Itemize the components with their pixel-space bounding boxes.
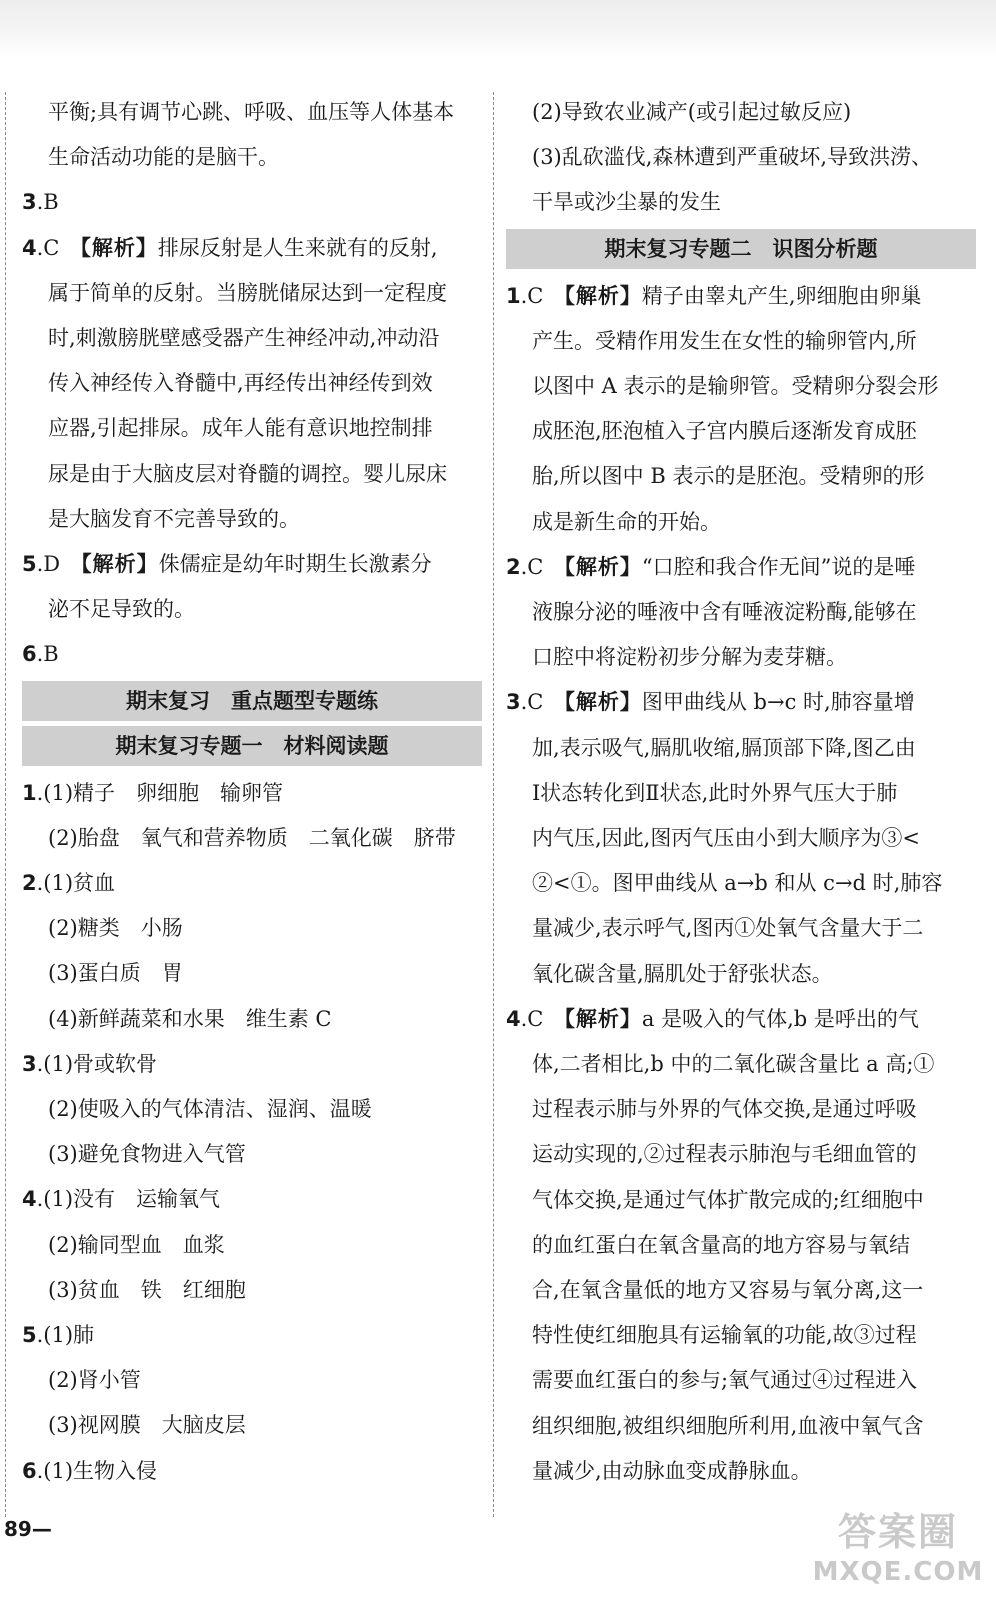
- answer-item: [22, 226, 482, 271]
- answer-item: [22, 180, 482, 225]
- answer-item: [506, 680, 976, 725]
- item-number: 4: [22, 1187, 37, 1212]
- text-line: 是大脑发育不完善导致的。: [48, 506, 300, 531]
- text-line: (2)使吸入的气体清洁、湿润、温暖: [48, 1097, 372, 1122]
- text-line: 平衡;具有调节心跳、呼吸、血压等人体基本: [48, 100, 455, 124]
- text-line: 以图中 A 表示的是输卵管。受精卵分裂会形: [532, 374, 939, 399]
- text-line: 成胚泡,胚泡植入子宫内膜后逐渐发育成胚: [532, 419, 917, 444]
- text-line: 量减少,表示呼气,图丙①处氧气含量大于二: [532, 916, 924, 941]
- text-line: 运动实现的,②过程表示肺泡与毛细血管的: [532, 1142, 917, 1167]
- text-line: 传入神经传入脊髓中,再经传出神经传到效: [48, 371, 433, 396]
- text-line: (2)肾小管: [48, 1368, 141, 1393]
- analysis-tag: 【解析】: [553, 1006, 642, 1031]
- text-line: 组织细胞,被组织细胞所利用,血液中氧气含: [532, 1413, 924, 1438]
- answer-item: [22, 1313, 482, 1358]
- item-number: 4: [506, 1006, 521, 1031]
- text-line: ②<①。图甲曲线从 a→b 和从 c→d 时,肺容: [532, 871, 943, 896]
- item-number: 3: [506, 690, 521, 715]
- text-line: 胎,所以图中 B 表示的是胚泡。受精卵的形: [532, 464, 925, 489]
- analysis-text: 侏儒症是幼年时期生长激素分: [158, 552, 432, 577]
- text-line: 合,在氧含量低的地方又容易与氧分离,这一: [532, 1278, 924, 1303]
- analysis-text: 图甲曲线从 b→c 时,肺容量增: [641, 690, 915, 715]
- watermark-bottom: MXQE.COM: [812, 1557, 984, 1587]
- text-line: 口腔中将淀粉初步分解为麦芽糖。: [532, 645, 847, 670]
- text-line: Ⅰ状态转化到Ⅱ状态,此时外界气压大于肺: [532, 780, 898, 805]
- answer-item: [22, 1449, 482, 1494]
- analysis-tag: 【解析】: [553, 283, 642, 308]
- scan-top-shadow: [0, 0, 996, 58]
- text-line: 产生。受精作用发生在女性的输卵管内,所: [532, 328, 917, 353]
- analysis-tag: 【解析】: [553, 690, 642, 715]
- text-line: 干旱或沙尘暴的发生: [532, 190, 721, 215]
- watermark-top: 答案圈: [837, 1510, 958, 1554]
- text-line: 液腺分泌的唾液中含有唾液淀粉酶,能够在: [532, 600, 917, 625]
- text-line: 加,表示吸气,膈肌收缩,膈顶部下降,图乙由: [532, 735, 916, 760]
- answer-item: [22, 1042, 482, 1087]
- answer-item: [22, 861, 482, 906]
- text-line: (3)避免食物进入气管: [48, 1142, 246, 1167]
- text-line: (2)糖类 小肠: [48, 916, 183, 941]
- text-line: (3)蛋白质 胃: [48, 961, 183, 986]
- answer-item: [506, 997, 976, 1042]
- text-line: (3)贫血 铁 红细胞: [48, 1277, 246, 1302]
- column-divider: [493, 92, 494, 1517]
- text-line: 属于简单的反射。当膀胱储尿达到一定程度: [48, 280, 447, 305]
- text-line: 应器,引起排尿。成年人能有意识地控制排: [48, 416, 433, 441]
- text-line: (2)胎盘 氧气和营养物质 二氧化碳 脐带: [48, 825, 456, 850]
- text-line: 泌不足导致的。: [48, 597, 195, 622]
- text-line: 过程表示肺与外界的气体交换,是通过呼吸: [532, 1097, 917, 1122]
- item-answer: .(1)生物入侵: [36, 1458, 158, 1483]
- item-number: 1: [506, 283, 521, 308]
- item-answer: .(1)没有 运输氧气: [36, 1187, 221, 1212]
- analysis-text: 精子由睾丸产生,卵细胞由卵巢: [641, 283, 922, 308]
- answer-item: [22, 632, 482, 677]
- text-line: 尿是由于大脑皮层对脊髓的调控。婴儿尿床: [48, 461, 447, 486]
- analysis-text: 排尿反射是人生来就有的反射,: [157, 235, 438, 260]
- answer-item: [22, 542, 482, 587]
- page-number: 89—: [4, 1517, 52, 1541]
- text-line: 特性使红细胞具有运输氧的功能,故③过程: [532, 1323, 917, 1348]
- item-answer: .(1)肺: [36, 1323, 95, 1348]
- item-number: 5: [22, 1323, 37, 1348]
- item-answer: .D: [36, 552, 61, 577]
- item-answer: .B: [36, 642, 59, 667]
- answer-item: [506, 274, 976, 319]
- text-line: (3)视网膜 大脑皮层: [48, 1413, 246, 1438]
- text-line: 的血红蛋白在氧含量高的地方容易与氧结: [532, 1232, 910, 1257]
- item-number: 4: [22, 235, 37, 260]
- right-column: [506, 90, 976, 1494]
- section-heading: 期末复习专题二 识图分析题: [506, 229, 976, 269]
- text-line: (4)新鲜蔬菜和水果 维生素 C: [48, 1006, 332, 1031]
- item-number: 3: [22, 1051, 37, 1076]
- text-line: 气体交换,是通过气体扩散完成的;红细胞中: [532, 1187, 924, 1212]
- text-line: 内气压,因此,图丙气压由小到大顺序为③<: [532, 826, 920, 851]
- item-answer: .C: [36, 235, 60, 260]
- item-answer: .C: [520, 283, 544, 308]
- analysis-tag: 【解析】: [70, 552, 159, 577]
- item-number: 5: [22, 552, 37, 577]
- item-answer: .(1)精子 卵细胞 输卵管: [36, 780, 284, 805]
- section-heading: 期末复习 重点题型专题练: [22, 681, 482, 721]
- answer-item: [22, 771, 482, 816]
- left-margin-rule: [5, 92, 6, 1517]
- answer-item: [22, 1177, 482, 1222]
- section-heading: 期末复习专题一 材料阅读题: [22, 726, 482, 766]
- analysis-tag: 【解析】: [553, 554, 642, 579]
- item-number: 6: [22, 1458, 37, 1483]
- analysis-tag: 【解析】: [69, 235, 158, 260]
- item-answer: .C: [520, 554, 544, 579]
- text-line: (3)乱砍滥伐,森林遭到严重破坏,导致洪涝、: [532, 145, 933, 170]
- item-answer: .C: [520, 1006, 544, 1031]
- item-answer: .(1)骨或软骨: [36, 1051, 158, 1076]
- text-line: 生命活动功能的是脑干。: [48, 145, 279, 170]
- text-line: 时,刺激膀胱壁感受器产生神经冲动,冲动沿: [48, 326, 440, 351]
- text-line: 成是新生命的开始。: [532, 509, 721, 534]
- left-column: [22, 90, 482, 1494]
- text-line: 体,二者相比,b 中的二氧化碳含量比 a 高;①: [532, 1052, 935, 1077]
- text-line: 量减少,由动脉血变成静脉血。: [532, 1458, 812, 1483]
- text-line: (2)导致农业减产(或引起过敏反应): [532, 100, 852, 124]
- item-number: 1: [22, 780, 37, 805]
- text-line: 需要血红蛋白的参与;氧气通过④过程进入: [532, 1368, 918, 1393]
- item-answer: .C: [520, 690, 544, 715]
- answer-item: [506, 545, 976, 590]
- item-number: 3: [22, 190, 37, 215]
- analysis-text: “口腔和我合作无间”说的是唾: [641, 554, 916, 579]
- analysis-text: a 是吸入的气体,b 是呼出的气: [641, 1006, 919, 1031]
- item-number: 6: [22, 642, 37, 667]
- text-line: 氧化碳含量,膈肌处于舒张状态。: [532, 961, 833, 986]
- item-answer: .B: [36, 190, 59, 215]
- text-line: (2)输同型血 血浆: [48, 1232, 225, 1257]
- item-number: 2: [506, 554, 521, 579]
- item-number: 2: [22, 871, 37, 896]
- item-answer: .(1)贫血: [36, 871, 116, 896]
- watermark-logo: [808, 1508, 988, 1596]
